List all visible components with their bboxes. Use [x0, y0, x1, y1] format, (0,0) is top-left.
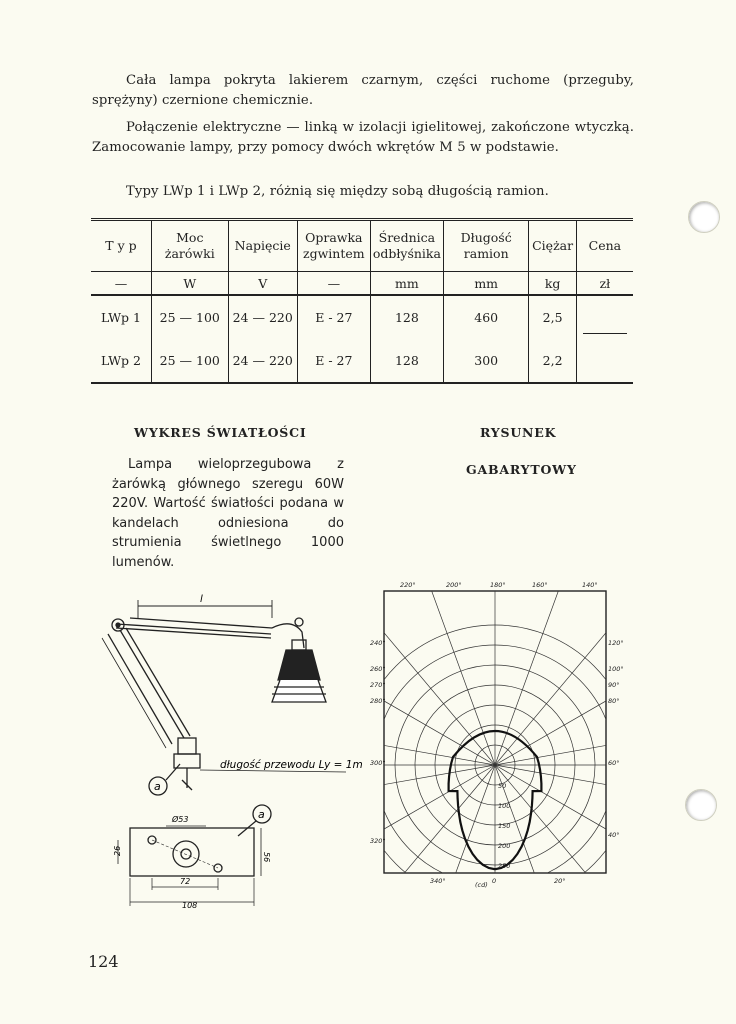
header-cena: Cena — [576, 220, 633, 272]
table-row — [91, 295, 633, 339]
lamp-dimension-drawing — [96, 588, 366, 918]
section-title-rysunek: RYSUNEK — [480, 425, 557, 440]
polar-unit-label: (cd) — [475, 881, 488, 889]
unit-oprawka: — — [297, 272, 370, 296]
polar-angle-label: 220° — [400, 581, 416, 589]
polar-angle-label: 80° — [608, 697, 620, 705]
polar-angle-label: 200° — [446, 581, 462, 589]
binder-hole-bottom — [685, 789, 717, 821]
cell-napiecie: 24 — 220 — [228, 295, 297, 339]
cell-napiecie: 24 — 220 — [228, 339, 297, 383]
callout-a-label: a — [154, 780, 161, 793]
polar-angle-label: 20° — [554, 877, 566, 885]
polar-grid-spoke — [495, 696, 632, 765]
cable-length-label: długość przewodu Ly = 1m — [220, 759, 363, 771]
dim-h1: 26 — [113, 845, 122, 856]
table-header-row — [91, 220, 633, 272]
cell-typ: LWp 1 — [100, 310, 141, 325]
polar-radial-label: 200 — [498, 842, 511, 850]
dim-d1: Ø53 — [172, 815, 189, 824]
section-title-wykres: WYKRES ŚWIATŁOŚCI — [134, 425, 307, 440]
polar-angle-label: 240° — [370, 639, 386, 647]
polar-grid-spoke — [495, 765, 632, 890]
unit-srednica: mm — [370, 272, 443, 296]
unit-napiecie: V — [228, 272, 297, 296]
cell-dlugosc: 460 — [443, 295, 529, 339]
section-description: Lampa wieloprzegubowa z żarówką głównego szeregu 60W 220V. Wartość światłości podana w kandelach odniesiona do strumienia świetlnego 1000 lumenów. — [112, 457, 344, 570]
polar-angle-label: 270° — [370, 681, 386, 689]
header-napiecie: Napięcie — [228, 220, 297, 272]
header-ciezar: Ciężar — [529, 220, 576, 272]
polar-angle-label: 100° — [608, 665, 624, 673]
cell-oprawka: E - 27 — [297, 339, 370, 383]
cell-ciezar: 2,5 — [529, 295, 576, 339]
polar-grid-spoke — [360, 765, 495, 890]
polar-angle-label: 320° — [370, 837, 386, 845]
cell-moc: 25 — 100 — [151, 295, 228, 339]
polar-grid-spoke — [495, 765, 632, 834]
header-typ: T y p — [91, 220, 151, 272]
header-dlugosc: Długość ramion — [443, 220, 529, 272]
cell-dlugosc: 300 — [443, 339, 529, 383]
header-moc: Moc żarówki — [151, 220, 228, 272]
header-oprawka: Oprawka zgwintem — [297, 220, 370, 272]
intro-paragraph-1: Cała lampa pokryta lakierem czarnym, części ruchome (przeguby, sprężyny) czernione chemicznie. — [92, 73, 634, 108]
polar-angle-label: 40° — [608, 831, 620, 839]
lamp-length-label: l — [200, 594, 203, 605]
polar-grid-spoke — [360, 765, 495, 890]
dim-w1: 72 — [180, 877, 191, 886]
dim-w2: 108 — [182, 901, 198, 910]
polar-grid-spoke — [495, 765, 632, 890]
cell-ciezar: 2,2 — [529, 339, 576, 383]
intro-paragraph-3: Typy LWp 1 i LWp 2, różnią się między sobą długością ramion. — [126, 184, 549, 199]
polar-radial-label: 50 — [498, 782, 507, 790]
dim-h2: 56 — [262, 852, 271, 863]
cell-cena — [576, 295, 633, 339]
polar-angle-label: 280° — [370, 697, 386, 705]
unit-dlugosc: mm — [443, 272, 529, 296]
page-number: 124 — [88, 952, 119, 971]
callout-a-label-2: a — [258, 808, 265, 821]
cell-moc: 25 — 100 — [151, 339, 228, 383]
polar-angle-label: 90° — [608, 681, 620, 689]
polar-angle-label: 140° — [582, 581, 598, 589]
polar-angle-label: 120° — [608, 639, 624, 647]
cell-srednica: 128 — [370, 295, 443, 339]
section-title-gabarytowy: GABARYTOWY — [466, 462, 577, 477]
polar-radial-label: 150 — [498, 822, 511, 830]
polar-angle-label: 60° — [608, 759, 620, 767]
intro-paragraph-2: Połączenie elektryczne — linką w izolacji igielitowej, zakończone wtyczką. Zamocowanie lampy, przy pomocy dwóch wkrętów M 5 w podstawie. — [92, 120, 634, 155]
polar-angle-label: 160° — [532, 581, 548, 589]
polar-angle-label: 0 — [492, 877, 497, 885]
header-srednica: Średnica odbłyśnika — [370, 220, 443, 272]
unit-cena: zł — [576, 272, 633, 296]
unit-ciezar: kg — [529, 272, 576, 296]
polar-radial-label: 100 — [498, 802, 511, 810]
unit-typ: — — [91, 272, 151, 296]
polar-angle-label: 340° — [430, 877, 446, 885]
spec-table — [91, 218, 633, 384]
polar-grid-spoke — [495, 765, 632, 890]
polar-light-chart — [360, 575, 632, 890]
polar-angle-label: 300° — [370, 759, 386, 767]
unit-moc: W — [151, 272, 228, 296]
cell-oprawka: E - 27 — [297, 295, 370, 339]
table-row — [91, 339, 633, 383]
cell-srednica: 128 — [370, 339, 443, 383]
polar-grid-spoke — [360, 765, 495, 890]
cell-typ: LWp 2 — [100, 353, 141, 368]
polar-angle-label: 180° — [490, 581, 506, 589]
polar-radial-label: 250 — [498, 862, 511, 870]
cell-cena — [576, 339, 633, 383]
polar-angle-label: 260° — [370, 665, 386, 673]
binder-hole-top — [688, 201, 720, 233]
table-units-row — [91, 272, 633, 296]
